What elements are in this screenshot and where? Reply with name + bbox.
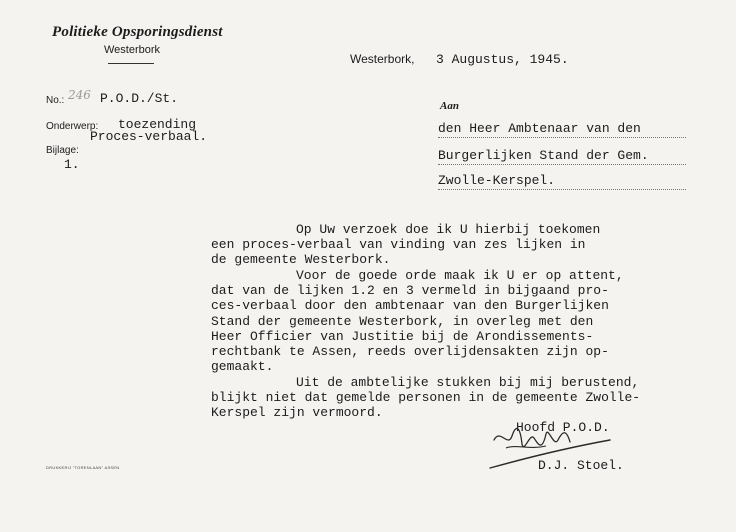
body-line: Op Uw verzoek doe ik U hierbij toekomen bbox=[296, 222, 601, 237]
signatory-name: D.J. Stoel. bbox=[538, 458, 624, 473]
body-line: de gemeente Westerbork. bbox=[211, 252, 391, 267]
body-line: Uit de ambtelijke stukken bij mij berustend, bbox=[296, 375, 640, 390]
dateline-date: 3 Augustus, 1945. bbox=[436, 52, 569, 67]
number-value: P.O.D./St. bbox=[100, 91, 179, 106]
body-line: Voor de goede orde maak ik U er op attent, bbox=[296, 268, 624, 283]
addressee-dotted-rule bbox=[438, 189, 686, 190]
addressee-dotted-rule bbox=[438, 137, 686, 138]
letterhead-organization: Politieke Opsporingsdienst bbox=[52, 24, 223, 40]
signature-title: Hoofd P.O.D. bbox=[516, 420, 610, 435]
body-line: rechtbank te Assen, reeds overlijdensakten zijn op- bbox=[211, 344, 609, 359]
body-line: Kerspel zijn vermoord. bbox=[211, 405, 383, 420]
number-handwritten: 246 bbox=[68, 88, 91, 102]
body-line: gemaakt. bbox=[211, 359, 274, 374]
body-line: Heer Officier van Justitie bij de Arondissements- bbox=[211, 329, 594, 344]
body-line: ces-verbaal door den ambtenaar van den Burgerlijken bbox=[211, 298, 609, 313]
addressee-line: Burgerlijken Stand der Gem. bbox=[438, 148, 649, 163]
printer-mark: DRUKKERIJ "TORENLAAN" ASSEN bbox=[46, 465, 120, 470]
body-line: een proces-verbaal van vinding van zes lijken in bbox=[211, 237, 586, 252]
addressee-dotted-rule bbox=[438, 164, 686, 165]
addressee-line: Zwolle-Kerspel. bbox=[438, 173, 556, 188]
body-line: Stand der gemeente Westerbork, in overleg met den bbox=[211, 314, 594, 329]
dateline-place: Westerbork, bbox=[350, 52, 415, 66]
subject-line-2: Proces-verbaal. bbox=[90, 129, 208, 144]
attachment-label: Bijlage: bbox=[46, 145, 79, 156]
body-line: blijkt niet dat gemelde personen in de gemeente Zwolle- bbox=[211, 390, 641, 405]
subject-label: Onderwerp: bbox=[46, 121, 99, 132]
letterhead-rule bbox=[108, 63, 154, 64]
number-label: No.: bbox=[46, 95, 65, 106]
attachment-value: 1. bbox=[64, 157, 80, 172]
subject-line-1: toezending bbox=[118, 117, 197, 132]
addressee-line: den Heer Ambtenaar van den bbox=[438, 121, 641, 136]
letterhead-place: Westerbork bbox=[104, 44, 161, 56]
addressee-label: Aan bbox=[440, 100, 459, 112]
body-line: dat van de lijken 1.2 en 3 vermeld in bijgaand pro- bbox=[211, 283, 609, 298]
